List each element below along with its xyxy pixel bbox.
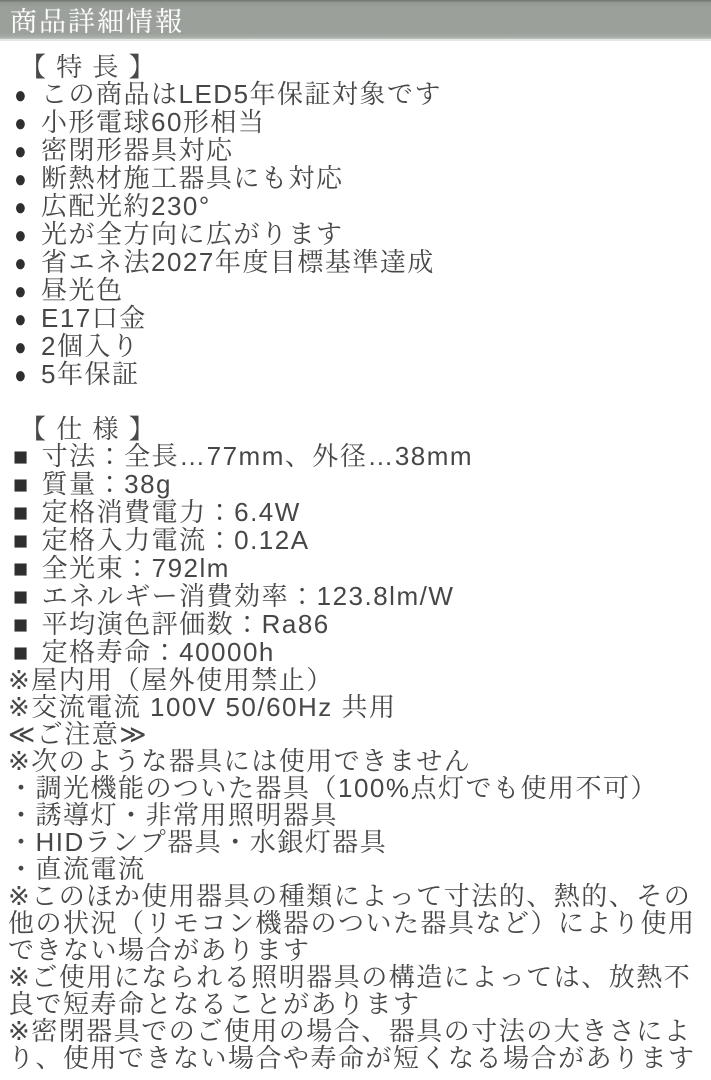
- spec-item-text: 定格消費電力：6.4W: [41, 497, 301, 527]
- feature-item: [8, 109, 703, 137]
- circle-bullet-icon: ●: [14, 250, 28, 277]
- square-bullet-icon: ■: [13, 555, 30, 583]
- feature-item: [8, 249, 703, 277]
- features-heading: 【 特 長 】: [20, 52, 157, 82]
- caution-item: ・直流電流: [8, 854, 146, 884]
- circle-bullet-icon: ●: [14, 222, 28, 249]
- spec-item-text: 定格入力電流：0.12A: [41, 525, 310, 555]
- feature-item-text: E17口金: [41, 303, 147, 333]
- circle-bullet-icon: ●: [14, 362, 28, 389]
- feature-item-text: 省エネ法2027年度目標基準達成: [41, 247, 435, 277]
- spec-item: [8, 527, 703, 555]
- section-header-bar: [0, 0, 711, 41]
- feature-item: [8, 221, 703, 249]
- feature-item: [8, 193, 703, 221]
- note-paragraph-usage-types: ※このほか使用器具の種類によって寸法的、熱的、その他の状況（リモコン機器のついた器具など）により使用できない場合があります: [8, 881, 696, 965]
- square-bullet-icon: ■: [13, 639, 30, 667]
- circle-bullet-icon: ●: [14, 138, 28, 165]
- feature-item: [8, 361, 703, 389]
- square-bullet-icon: ■: [13, 527, 30, 555]
- spec-item: [8, 555, 703, 583]
- feature-item: [8, 333, 703, 361]
- spec-item: [8, 639, 703, 667]
- product-detail-content: [0, 41, 711, 1072]
- caution-intro: ※次のような器具には使用できません: [8, 746, 472, 776]
- spec-item-text: 寸法：全長…77mm、外径…38mm: [41, 441, 474, 471]
- spec-item-text: エネルギー消費効率：123.8lm/W: [41, 581, 455, 611]
- square-bullet-icon: ■: [13, 471, 30, 499]
- spec-item: [8, 471, 703, 499]
- caution-item: ・調光機能のついた器具（100%点灯でも使用不可）: [8, 773, 658, 803]
- square-bullet-icon: ■: [13, 583, 30, 611]
- feature-item-text: 断熱材施工器具にも対応: [41, 163, 344, 193]
- feature-item-text: 小形電球60形相当: [41, 107, 266, 137]
- caution-item: ・誘導灯・非常用照明器具: [8, 800, 339, 830]
- circle-bullet-icon: ●: [14, 82, 28, 109]
- feature-item: [8, 137, 703, 165]
- square-bullet-icon: ■: [13, 443, 30, 471]
- feature-item-text: 2個入り: [41, 331, 140, 361]
- square-bullet-icon: ■: [13, 611, 30, 639]
- note-ac-current: ※交流電流 100V 50/60Hz 共用: [8, 692, 397, 722]
- circle-bullet-icon: ●: [14, 194, 28, 221]
- spec-item-text: 質量：38g: [41, 469, 172, 499]
- feature-item-text: 広配光約230°: [41, 191, 211, 221]
- spec-item: [8, 611, 703, 639]
- circle-bullet-icon: ●: [14, 110, 28, 137]
- circle-bullet-icon: ●: [14, 334, 28, 361]
- square-bullet-icon: ■: [13, 499, 30, 527]
- section-header-title: 商品詳細情報: [10, 7, 184, 37]
- caution-item: ・HIDランプ器具・水銀灯器具: [8, 827, 388, 857]
- feature-item: [8, 305, 703, 333]
- spec-item: [8, 443, 703, 471]
- note-paragraph-heat-dissipation: ※ご使用になられる照明器具の構造によっては、放熱不良で短寿命となることがあります: [8, 962, 692, 1019]
- feature-item: [8, 81, 703, 109]
- note-paragraph-enclosed-fixture: ※密閉器具でのご使用の場合、器具の寸法の大きさにより、使用できない場合や寿命が短くなる場合があります: [8, 1016, 696, 1073]
- circle-bullet-icon: ●: [14, 278, 28, 305]
- circle-bullet-icon: ●: [14, 306, 28, 333]
- spec-item-text: 全光束：792lm: [41, 553, 230, 583]
- feature-item: [8, 277, 703, 305]
- caution-heading: ≪ご注意≫: [8, 719, 148, 749]
- spec-item-text: 平均演色評価数：Ra86: [41, 609, 330, 639]
- feature-item-text: 光が全方向に広がります: [41, 219, 344, 249]
- spec-item: [8, 499, 703, 527]
- specs-heading: 【 仕 様 】: [20, 414, 157, 444]
- spec-item-text: 定格寿命：40000h: [41, 637, 275, 667]
- feature-item-text: この商品はLED5年保証対象です: [41, 79, 443, 109]
- feature-item-text: 5年保証: [41, 359, 140, 389]
- feature-item-text: 昼光色: [41, 275, 124, 305]
- feature-item: [8, 165, 703, 193]
- spec-item: [8, 583, 703, 611]
- note-indoor-use: ※屋内用（屋外使用禁止）: [8, 665, 334, 695]
- feature-item-text: 密閉形器具対応: [41, 135, 234, 165]
- circle-bullet-icon: ●: [14, 166, 28, 193]
